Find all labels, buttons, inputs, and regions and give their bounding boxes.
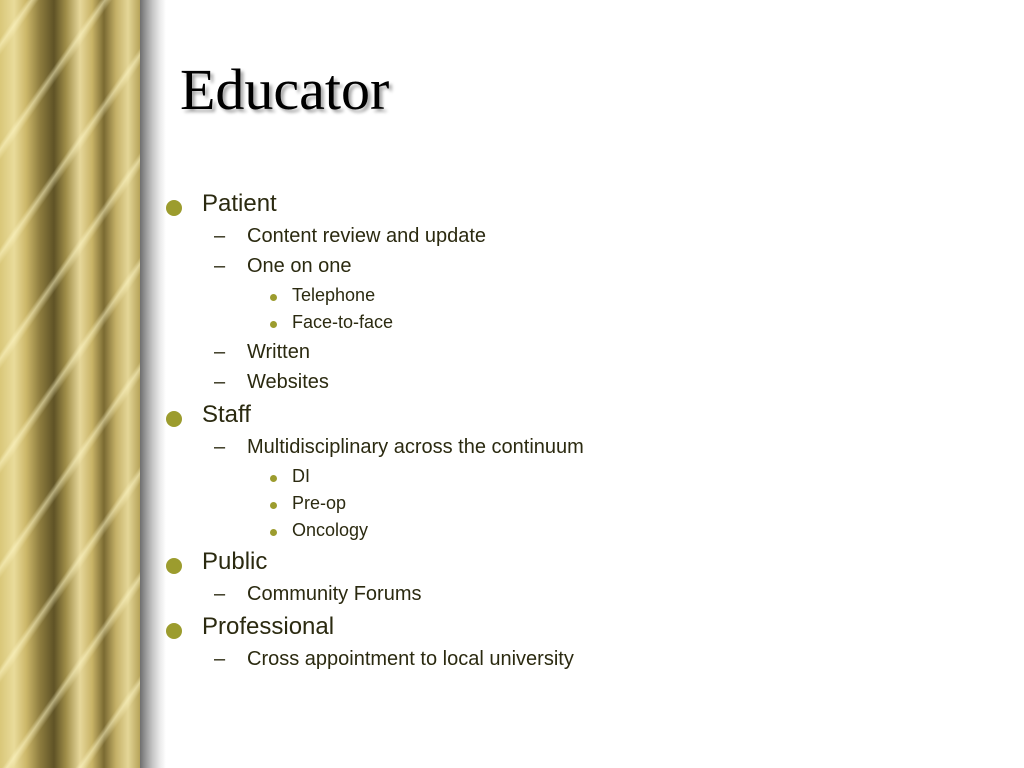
dash-icon: – (214, 648, 226, 670)
slide-title: Educator (180, 57, 390, 122)
sub-sub-item-text: Telephone (292, 285, 376, 305)
small-bullet-icon (270, 321, 277, 328)
sub-item-text: Websites (247, 371, 329, 393)
small-bullet-icon (270, 475, 277, 482)
pillar-shadow (140, 0, 166, 768)
sub-item-text: Multidisciplinary across the continuum (247, 436, 584, 458)
dash-icon: – (214, 341, 226, 363)
sub-sub-item-text: Pre-op (292, 493, 347, 513)
sub-item-text: Cross appointment to local university (247, 648, 574, 670)
sub-item-text: Written (247, 341, 310, 363)
small-bullet-icon (270, 529, 277, 536)
bullet-text: Staff (202, 401, 251, 428)
sub-item-text: Content review and update (247, 225, 487, 247)
bullet-text: Public (202, 548, 268, 575)
dash-icon: – (214, 436, 226, 458)
sub-item-text: Community Forums (247, 583, 422, 605)
sub-sub-item-text: Face-to-face (292, 312, 394, 332)
sub-sub-item-text: Oncology (292, 520, 369, 540)
decorative-pillar (0, 0, 140, 768)
bullet-text: Professional (202, 613, 335, 640)
small-bullet-icon (270, 294, 277, 301)
bullet-dot-icon (166, 200, 182, 216)
bullet-dot-icon (166, 623, 182, 639)
sub-sub-item-text: DI (292, 466, 310, 486)
dash-icon: – (214, 583, 226, 605)
dash-icon: – (214, 255, 226, 277)
small-bullet-icon (270, 502, 277, 509)
dash-icon: – (214, 371, 226, 393)
dash-icon: – (214, 225, 226, 247)
bullet-dot-icon (166, 411, 182, 427)
bullet-dot-icon (166, 558, 182, 574)
sub-item-text: One on one (247, 255, 352, 277)
bullet-text: Patient (202, 190, 277, 217)
